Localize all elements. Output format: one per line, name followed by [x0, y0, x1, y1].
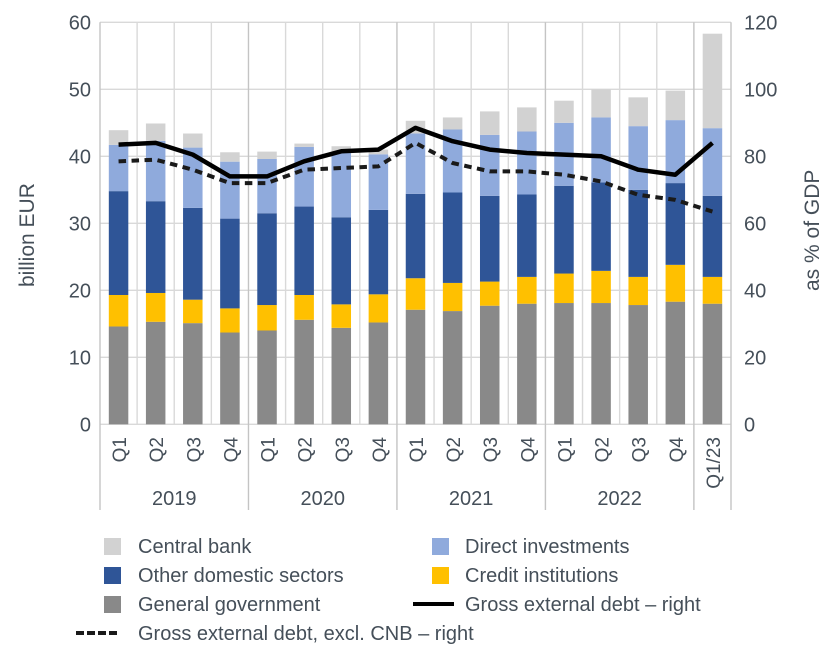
bar-segment: [146, 141, 166, 201]
right-tick-label: 40: [744, 280, 767, 303]
bar-segment: [666, 265, 686, 302]
bar-segment: [332, 217, 352, 304]
year-label: 2021: [448, 488, 494, 510]
bar-segment: [146, 201, 166, 293]
bar-segment: [294, 207, 314, 295]
x-tick-label: Q2: [592, 437, 614, 463]
bar-segment: [369, 210, 389, 294]
direct-investments-swatch: [432, 538, 449, 555]
bar-segment: [443, 283, 463, 311]
legend-label-other-domestic-sectors: Other domestic sectors: [138, 565, 344, 587]
right-tick-label: 120: [744, 12, 778, 35]
bar-segment: [443, 117, 463, 129]
bar-segment: [109, 145, 129, 191]
bar-segment: [406, 134, 426, 194]
bar-segment: [703, 304, 723, 425]
bar-segment: [703, 34, 723, 128]
bar-segment: [554, 101, 574, 123]
bar-segment: [109, 191, 129, 295]
bar-segment: [517, 194, 537, 276]
right-tick-label: 100: [744, 79, 778, 102]
bar-segment: [257, 305, 277, 330]
x-tick-label: Q4: [221, 437, 243, 463]
bar-segment: [666, 302, 686, 425]
bar-segment: [406, 310, 426, 425]
bar-segment: [628, 97, 648, 126]
bar-segment: [109, 295, 129, 326]
bar-segment: [480, 306, 500, 425]
bar-segment: [480, 196, 500, 282]
x-tick-label: Q3: [481, 437, 503, 463]
bar-segment: [591, 271, 611, 303]
bar-segment: [183, 300, 203, 323]
year-label: 2019: [151, 488, 197, 510]
bar-segment: [480, 282, 500, 306]
right-tick-label: 0: [744, 414, 756, 437]
bar-segment: [369, 322, 389, 424]
bar-segment: [257, 152, 277, 159]
bar-segment: [183, 134, 203, 148]
bar-segment: [628, 277, 648, 305]
legend-label-gross-external-debt-excl-cnb: Gross external debt, excl. CNB – right: [138, 623, 474, 645]
bar-segment: [591, 89, 611, 117]
left-tick-label: 10: [68, 347, 91, 370]
legend-label-credit-institutions: Credit institutions: [465, 565, 619, 587]
right-tick-label: 20: [744, 347, 767, 370]
dashed-line-marker: [76, 631, 117, 635]
x-tick-label: Q4: [518, 437, 540, 463]
bar-segment: [332, 152, 352, 218]
bar-segment: [146, 322, 166, 425]
bar-segment: [554, 274, 574, 303]
bar-segment: [554, 303, 574, 424]
x-tick-label: Q2: [147, 437, 169, 463]
x-tick-label: Q3: [184, 437, 206, 463]
bar-segment: [220, 152, 240, 161]
bar-segment: [703, 277, 723, 304]
solid-line-marker: [413, 602, 454, 606]
bar-segment: [703, 128, 723, 196]
bar-segment: [591, 303, 611, 424]
year-label: 2020: [300, 488, 345, 510]
right-tick-label: 80: [744, 146, 767, 169]
bar-segment: [406, 194, 426, 278]
bar-segment: [332, 304, 352, 327]
bar-segment: [517, 107, 537, 131]
bar-segment: [220, 219, 240, 309]
bar-segment: [480, 135, 500, 196]
bar-segment: [257, 213, 277, 305]
central-bank-swatch: [104, 538, 121, 555]
bar-segment: [294, 295, 314, 320]
bar-segment: [109, 326, 129, 424]
bar-segment: [220, 308, 240, 332]
x-tick-label: Q2: [295, 437, 317, 463]
bar-segment: [220, 333, 240, 425]
bar-segment: [146, 293, 166, 322]
bar-segment: [443, 192, 463, 282]
left-tick-label: 60: [68, 12, 91, 35]
x-tick-label: Q3: [332, 437, 354, 463]
legend-label-central-bank: Central bank: [138, 536, 252, 558]
bar-segment: [591, 182, 611, 270]
right-axis-title: as % of GDP: [801, 169, 824, 292]
bar-segment: [628, 305, 648, 424]
bar-segment: [517, 304, 537, 425]
bar-segment: [480, 111, 500, 134]
bar-segment: [146, 123, 166, 140]
left-axis-title: billion EUR: [16, 183, 39, 288]
left-tick-label: 20: [68, 280, 91, 303]
bar-segment: [666, 91, 686, 120]
legend-label-gross-external-debt: Gross external debt – right: [465, 594, 701, 616]
x-tick-label: Q4: [666, 437, 688, 463]
bar-segment: [666, 183, 686, 265]
bar-segment: [257, 331, 277, 425]
x-tick-label: Q2: [444, 437, 466, 463]
legend-label-direct-investments: Direct investments: [465, 536, 630, 558]
bar-segment: [703, 196, 723, 277]
bar-segment: [294, 320, 314, 425]
other-domestic-sectors-swatch: [104, 567, 121, 584]
bar-segment: [257, 159, 277, 213]
x-tick-label: Q1: [555, 437, 577, 463]
left-tick-label: 30: [68, 213, 91, 236]
x-tick-label: Q1: [407, 437, 428, 463]
stacked-bars: [109, 34, 722, 425]
chart-legend: [0, 528, 840, 658]
bar-segment: [517, 132, 537, 195]
bar-segment: [628, 190, 648, 277]
credit-institutions-swatch: [432, 567, 449, 584]
left-tick-label: 40: [68, 146, 91, 169]
year-label: 2022: [597, 488, 642, 510]
legend-label-general-government: General government: [138, 594, 321, 616]
bar-segment: [294, 147, 314, 207]
bar-segment: [294, 144, 314, 147]
bar-segment: [517, 277, 537, 304]
bar-segment: [443, 311, 463, 424]
x-tick-label: Q1: [258, 437, 280, 463]
left-tick-label: 0: [79, 414, 91, 437]
bar-segment: [369, 294, 389, 322]
bar-segment: [554, 186, 574, 274]
bar-segment: [591, 117, 611, 182]
x-tick-label: Q4: [369, 437, 391, 463]
bar-segment: [406, 278, 426, 309]
general-government-swatch: [104, 596, 121, 613]
x-tick-label: Q1: [110, 437, 132, 463]
x-tick-label: Q1/23: [703, 437, 725, 489]
left-tick-label: 50: [68, 79, 91, 102]
bar-segment: [628, 126, 648, 190]
bar-segment: [183, 323, 203, 424]
right-tick-label: 60: [744, 213, 767, 236]
bar-segment: [332, 328, 352, 424]
x-tick-label: Q3: [629, 437, 651, 463]
bar-segment: [183, 208, 203, 300]
